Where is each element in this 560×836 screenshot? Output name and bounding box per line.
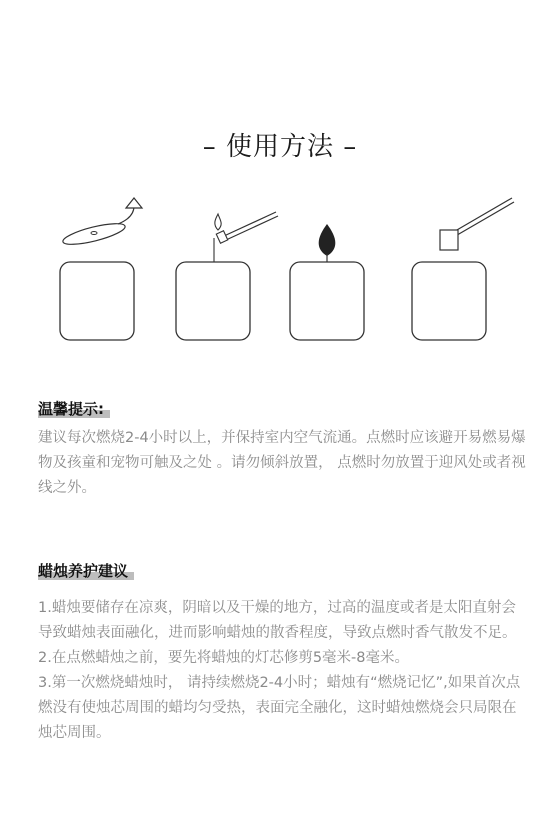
tips-text: 建议每次燃烧2-4小时以上，并保持室内空气流通。点燃时应该避开易燃易爆物及孩童和宠物可触及之处 。请勿倾斜放置， 点燃时勿放置于迎风处或者视线之外。 (38, 430, 526, 496)
care-item: 3.第一次燃烧蜡烛时， 请持续燃烧2-4小时；蜡烛有“燃烧记忆”,如果首次点燃没有使烛芯周围的蜡均匀受热，表面完全融化，这时蜡烛燃烧会只局限在烛芯周围。 (38, 675, 521, 741)
light-match-icon (172, 190, 282, 350)
page-title: – 使用方法 – (202, 132, 358, 162)
care-item: 1.蜡烛要储存在凉爽，阴暗以及干燥的地方，过高的温度或者是太阳直射会导致蜡烛表面融化，进而影响蜡烛的散香程度，导致点燃时香气散发不足。 (38, 600, 517, 641)
usage-steps (0, 190, 560, 350)
burning-flame-icon (286, 190, 396, 350)
care-list (38, 596, 528, 746)
snuffer-icon (408, 190, 518, 350)
remove-lid-icon (56, 190, 166, 350)
care-heading: 蜡烛养护建议 (38, 560, 132, 581)
care-item: 2.在点燃蜡烛之前，要先将蜡烛的灯芯修剪5毫米-8毫米。 (38, 650, 410, 666)
tips-heading: 温馨提示: (38, 398, 108, 419)
